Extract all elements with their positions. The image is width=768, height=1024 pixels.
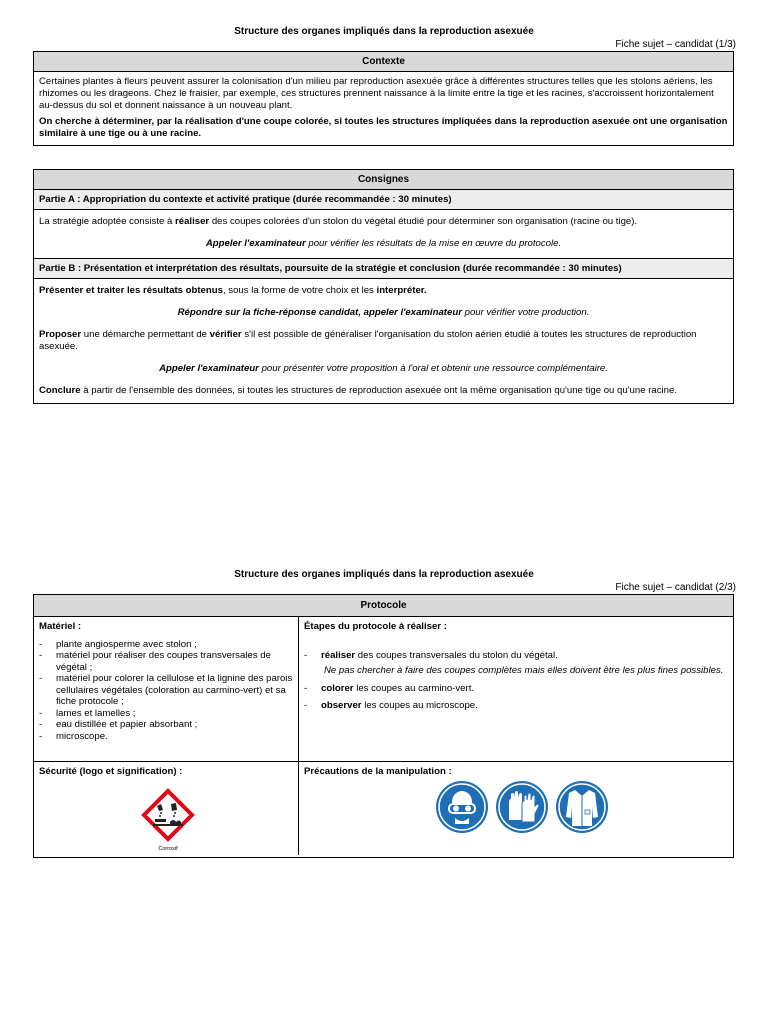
list-item: - lames et lamelles ;: [39, 708, 293, 720]
contexte-paragraph: Certaines plantes à fleurs peuvent assurer la colonisation d'un milieu par reproduction asexuée grâce à différentes structures telles que les stolons aériens, les rhizomes ou les drageons. Chez le fraisier, par exemple, ces structures prennent naissance à la limite entre la tige et les racines, s'accroissent horizontalement au-dessus du sol et donnent naissance à un nouveau plant.: [39, 76, 714, 111]
securite-title: Sécurité (logo et signification) :: [39, 766, 183, 777]
materiel-cell: [34, 617, 299, 761]
etape-note: Ne pas chercher à faire des coupes complètes mais elles doivent être les plus fines possibles.: [324, 665, 724, 676]
page2-subtitle: Fiche sujet – candidat (2/3): [615, 582, 736, 593]
lab-coat-icon: [555, 780, 609, 834]
list-item: - matériel pour réaliser des coupes transversales de végétal ;: [39, 650, 293, 673]
etapes-title: Étapes du protocole à réaliser :: [304, 621, 447, 632]
page1-subtitle: Fiche sujet – candidat (1/3): [615, 39, 736, 50]
partie-b-conclure: Conclure à partir de l'ensemble des données, si toutes les structures de reproduction asexuée ont la même organisation qu'une tige ou qu'une racine.: [39, 385, 678, 396]
list-item: - réaliser des coupes transversales du stolon du végétal.: [304, 650, 728, 662]
corrosive-hazard-icon: [141, 788, 195, 842]
precautions-cell: [299, 762, 733, 855]
securite-cell: [34, 762, 299, 855]
list-item: - plante angiosperme avec stolon ;: [39, 639, 293, 651]
list-item: - microscope.: [39, 731, 293, 743]
page1-title: Structure des organes impliqués dans la reproduction asexuée: [234, 26, 534, 37]
consignes-header: Consignes: [34, 170, 733, 189]
list-item: - eau distillée et papier absorbant ;: [39, 719, 293, 731]
list-item: - matériel pour colorer la cellulose et la lignine des parois cellulaires végétales (coloration au carmino-vert) et sa fiche protocole ;: [39, 673, 293, 708]
materiel-title: Matériel :: [39, 621, 82, 632]
partie-b-call1: Répondre sur la fiche-réponse candidat, appeler l'examinateur pour vérifier votre production.: [177, 307, 590, 318]
etapes-list: [304, 650, 728, 662]
protocole-box: [33, 594, 734, 858]
partie-a-title: Partie A : Appropriation du contexte et activité pratique (durée recommandée : 30 minutes): [34, 189, 733, 210]
page2-title: Structure des organes impliqués dans la reproduction asexuée: [234, 569, 534, 580]
protocole-header: Protocole: [34, 595, 733, 617]
partie-a-text: La stratégie adoptée consiste à réaliser des coupes colorées d'un stolon du végétal étudié pour déterminer son organisation (racine ou tige).: [39, 216, 638, 227]
partie-b-call2: Appeler l'examinateur pour présenter votre proposition à l'oral et obtenir une ressource complémentaire.: [159, 363, 608, 374]
list-item: - observer les coupes au microscope.: [304, 700, 728, 712]
corrosive-label: Corrosif: [158, 845, 178, 852]
partie-a-call: Appeler l'examinateur pour vérifier les résultats de la mise en œuvre du protocole.: [205, 238, 562, 249]
contexte-header: Contexte: [34, 52, 733, 72]
etapes-list-2: [304, 683, 728, 712]
partie-b-proposer: Proposer une démarche permettant de vérifier s'il est possible de généraliser l'organisation du stolon aérien étudié à toutes les structures de reproduction asexuée.: [39, 329, 697, 352]
etapes-cell: [299, 617, 733, 761]
list-item: - colorer les coupes au carmino-vert.: [304, 683, 728, 695]
consignes-box: [33, 169, 734, 404]
partie-b-present: Présenter et traiter les résultats obtenus, sous la forme de votre choix et les interpréter.: [39, 285, 427, 296]
contexte-question: On cherche à déterminer, par la réalisation d'une coupe colorée, si toutes les structures impliquées dans la reproduction asexuée ont une organisation similaire à une tige ou à une racine.: [39, 116, 728, 139]
precautions-title: Précautions de la manipulation :: [304, 766, 452, 777]
materiel-list: [39, 639, 293, 743]
safety-goggles-icon: [435, 780, 489, 834]
contexte-box: [33, 51, 734, 146]
gloves-icon: [495, 780, 549, 834]
partie-b-title: Partie B : Présentation et interprétation des résultats, poursuite de la stratégie et conclusion (durée recommandée : 30 minutes): [34, 258, 733, 279]
